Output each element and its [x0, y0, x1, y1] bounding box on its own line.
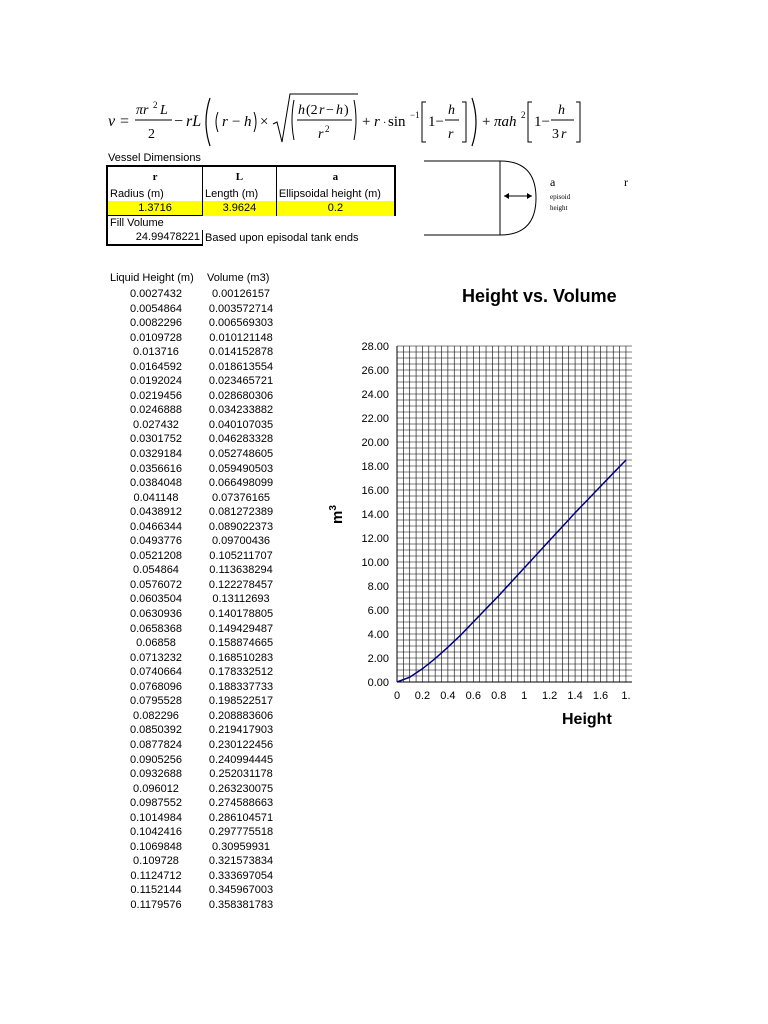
svg-text:πr: πr [136, 103, 149, 118]
volume-cell: 0.158874665 [208, 637, 274, 650]
height-cell: 0.1014984 [130, 811, 182, 824]
volume-cell: 0.09700436 [211, 535, 271, 548]
svg-text:×: × [260, 114, 269, 130]
volume-cell: 0.333697054 [208, 869, 274, 882]
height-cell: 0.0603504 [130, 593, 182, 606]
volume-cell: 0.219417903 [208, 724, 274, 737]
volume-cell: 0.286104571 [208, 811, 274, 824]
svg-text:−1: −1 [410, 110, 420, 120]
svg-text:−: − [174, 113, 184, 130]
svg-text:L: L [160, 103, 168, 118]
volume-cell: 0.00126157 [211, 288, 271, 300]
height-cell: 0.0877824 [130, 738, 182, 751]
x-tick-label: 0.4 [440, 690, 456, 702]
chart-ylabel: $m^3$ [328, 505, 346, 524]
volume-cell: 0.149429487 [208, 622, 274, 635]
volume-cell: 0.208883606 [208, 709, 274, 722]
volume-cell: 0.018613554 [208, 360, 274, 373]
volume-cell: 0.052748605 [208, 448, 274, 461]
volume-cell: 0.089022373 [208, 520, 274, 533]
height-cell: 0.1069848 [130, 840, 182, 853]
y-tick-label: 16.00 [361, 485, 389, 497]
volume-cell: 0.07376165 [211, 491, 271, 504]
x-tick-label: 0.6 [465, 690, 481, 702]
height-cell: 0.0521208 [130, 549, 182, 562]
section-label: Vessel Dimensions [108, 152, 201, 164]
svg-text:sin: sin [388, 114, 406, 130]
volume-cell: 0.230122456 [208, 738, 274, 751]
x-tick-label: 1.2 [541, 690, 558, 702]
header-length: Length (m) [203, 187, 277, 201]
svg-text:h: h [558, 103, 565, 118]
height-cell: 0.0466344 [130, 520, 182, 533]
x-tick-label: 1.4 [567, 690, 583, 702]
chart-title: Height vs. Volume [462, 286, 617, 306]
volume-cell: 0.028680306 [208, 389, 274, 402]
height-cell: 0.0740664 [130, 666, 182, 679]
volume-cell: 0.140178805 [208, 608, 274, 621]
y-tick-label: 0.00 [367, 677, 389, 689]
height-column [110, 287, 202, 913]
height-cell: 0.0493776 [130, 535, 182, 548]
header-volume: Volume (m3) [207, 272, 270, 284]
y-tick-label: 28.00 [361, 341, 389, 353]
svg-text:3: 3 [552, 127, 559, 142]
y-tick-label: 6.00 [367, 605, 389, 617]
volume-cell: 0.252031178 [209, 768, 273, 781]
height-cell: 0.013716 [133, 346, 179, 359]
svg-text:r: r [448, 127, 454, 142]
height-cell: 0.041148 [133, 491, 179, 504]
height-cell: 0.0219456 [130, 389, 182, 402]
height-cell: 0.0164592 [130, 360, 182, 373]
svg-text:r: r [561, 127, 567, 142]
volume-cell: 0.188337733 [208, 680, 274, 693]
fill-volume-label: Fill Volume [107, 216, 203, 231]
height-cell: 0.0850392 [130, 724, 182, 737]
x-tick-label: 0.2 [414, 690, 431, 702]
svg-text:2: 2 [148, 127, 155, 142]
symbol-a: a [276, 166, 395, 187]
volume-cell: 0.274588663 [208, 797, 274, 810]
svg-text:r: r [222, 114, 228, 130]
volume-cell: 0.297775518 [208, 826, 274, 839]
height-cell: 0.054864 [133, 564, 179, 577]
volume-cell: 0.023465721 [208, 375, 274, 388]
height-cell: 0.109728 [133, 855, 179, 868]
svg-text:rL: rL [186, 113, 202, 130]
svg-text:h: h [448, 103, 455, 118]
value-radius[interactable]: 1.3716 [107, 201, 203, 216]
volume-cell: 0.003572714 [208, 302, 274, 315]
value-ellipsoidal[interactable]: 0.2 [276, 201, 395, 216]
volume-formula [108, 92, 588, 152]
header-liquid-height: Liquid Height (m) [110, 272, 194, 284]
svg-text:πah: πah [494, 114, 517, 130]
symbol-L: L [203, 166, 277, 187]
svg-text:h: h [298, 103, 305, 118]
height-cell: 0.0905256 [130, 753, 182, 766]
volume-cell: 0.034233882 [208, 404, 274, 417]
y-tick-label: 2.00 [367, 653, 389, 665]
volume-cell: 0.010121148 [209, 331, 273, 344]
y-tick-label: 26.00 [361, 365, 389, 377]
height-cell: 0.0932688 [130, 768, 182, 781]
height-cell: 0.0301752 [130, 433, 182, 446]
y-tick-label: 14.00 [361, 509, 389, 521]
height-cell: 0.0329184 [130, 448, 182, 461]
svg-text:=: = [120, 113, 130, 130]
height-cell: 0.0192024 [130, 375, 182, 388]
height-cell: 0.0082296 [130, 317, 182, 330]
svg-text:−: − [326, 103, 334, 118]
volume-cell: 0.066498099 [208, 477, 274, 490]
fill-volume-note: Based upon episodal tank ends [205, 231, 359, 244]
y-tick-label: 22.00 [361, 413, 389, 425]
x-tick-label: 1. [621, 690, 631, 702]
height-cell: 0.1152144 [130, 884, 182, 897]
volume-cell: 0.178332512 [208, 666, 274, 679]
volume-cell: 0.081272389 [208, 506, 274, 519]
svg-text:): ) [344, 103, 349, 118]
height-cell: 0.0987552 [130, 797, 182, 810]
svg-text:h: h [244, 114, 252, 130]
volume-cell: 0.046283328 [208, 433, 274, 446]
height-cell: 0.0384048 [130, 477, 182, 490]
y-tick-label: 20.00 [361, 437, 389, 449]
svg-text:r: r [374, 114, 380, 130]
svg-text:r: r [319, 103, 325, 118]
height-cell: 0.06858 [136, 637, 176, 650]
x-tick-label: 1 [521, 690, 528, 702]
height-cell: 0.0658368 [130, 622, 182, 635]
chart-area [336, 336, 632, 708]
header-ellipsoidal: Ellipsoidal height (m) [276, 187, 395, 201]
diagram-label-r: r [624, 175, 628, 189]
svg-text:1−: 1− [534, 114, 550, 130]
dimensions-table [106, 165, 396, 246]
height-cell: 0.0246888 [130, 404, 182, 417]
height-cell: 0.096012 [133, 782, 179, 795]
height-cell: 0.027432 [133, 418, 179, 431]
tank-diagram [424, 158, 634, 238]
height-cell: 0.0027432 [130, 288, 182, 300]
volume-cell: 0.040107035 [208, 418, 274, 431]
volume-cell: 0.006569303 [208, 317, 274, 330]
height-cell: 0.0438912 [130, 506, 182, 519]
volume-cell: 0.168510283 [208, 651, 274, 664]
volume-cell: 0.240994445 [208, 753, 274, 766]
y-tick-label: 10.00 [361, 557, 389, 569]
svg-text:−: − [232, 114, 241, 130]
symbol-r: r [107, 166, 203, 187]
height-cell: 0.0630936 [130, 608, 182, 621]
volume-cell: 0.263230075 [208, 782, 274, 795]
height-cell: 0.0109728 [130, 331, 182, 344]
svg-text:2: 2 [521, 110, 526, 120]
volume-cell: 0.358381783 [208, 898, 274, 911]
volume-cell: 0.122278457 [208, 578, 274, 591]
x-tick-label: 0 [393, 690, 401, 702]
volume-cell: 0.105211707 [209, 549, 273, 562]
volume-cell: 0.345967003 [208, 884, 274, 897]
height-cell: 0.0795528 [130, 695, 182, 708]
svg-text:1−: 1− [428, 114, 444, 130]
svg-text:·: · [383, 118, 387, 129]
height-cell: 0.0054864 [130, 302, 182, 315]
height-cell: 0.0768096 [130, 680, 182, 693]
volume-cell: 0.059490503 [208, 462, 274, 475]
diagram-label-a-sub2: height [550, 204, 568, 212]
y-tick-label: 4.00 [367, 629, 389, 641]
volume-cell: 0.113638294 [209, 564, 273, 577]
y-tick-label: 18.00 [361, 461, 389, 473]
height-cell: 0.0356616 [130, 462, 182, 475]
y-tick-label: 24.00 [361, 389, 389, 401]
y-tick-label: 8.00 [367, 581, 389, 593]
svg-text:+: + [482, 114, 491, 130]
height-cell: 0.1179576 [130, 898, 182, 911]
height-cell: 0.0576072 [130, 578, 182, 591]
chart-xlabel: Height [562, 711, 612, 728]
diagram-label-a-sub1: episoid [550, 193, 571, 201]
x-tick-label: 1.6 [592, 690, 609, 702]
height-volume-chart [336, 336, 632, 708]
svg-text:2: 2 [153, 100, 158, 110]
volume-cell: 0.13112693 [212, 593, 270, 606]
header-radius: Radius (m) [107, 187, 203, 201]
height-cell: 0.0713232 [130, 651, 182, 664]
svg-text:v: v [108, 113, 116, 130]
volume-column [202, 287, 280, 913]
height-cell: 0.1042416 [130, 826, 182, 839]
svg-text:+: + [362, 114, 371, 130]
volume-cell: 0.30959931 [211, 840, 271, 853]
x-tick-label: 0.8 [491, 690, 507, 702]
svg-text:r: r [318, 127, 324, 142]
svg-text:h: h [336, 103, 343, 118]
y-tick-label: 12.00 [361, 533, 389, 545]
svg-text:2: 2 [325, 124, 330, 134]
volume-cell: 0.321573834 [208, 855, 274, 868]
height-cell: 0.082296 [133, 709, 179, 722]
value-length[interactable]: 3.9624 [203, 201, 277, 216]
svg-text:(2: (2 [306, 103, 318, 118]
fill-volume-value: 24.99478221 [107, 230, 203, 245]
height-cell: 0.1124712 [130, 869, 182, 882]
diagram-label-a: a [550, 175, 556, 189]
volume-cell: 0.198522517 [208, 695, 274, 708]
volume-cell: 0.014152878 [208, 346, 274, 359]
